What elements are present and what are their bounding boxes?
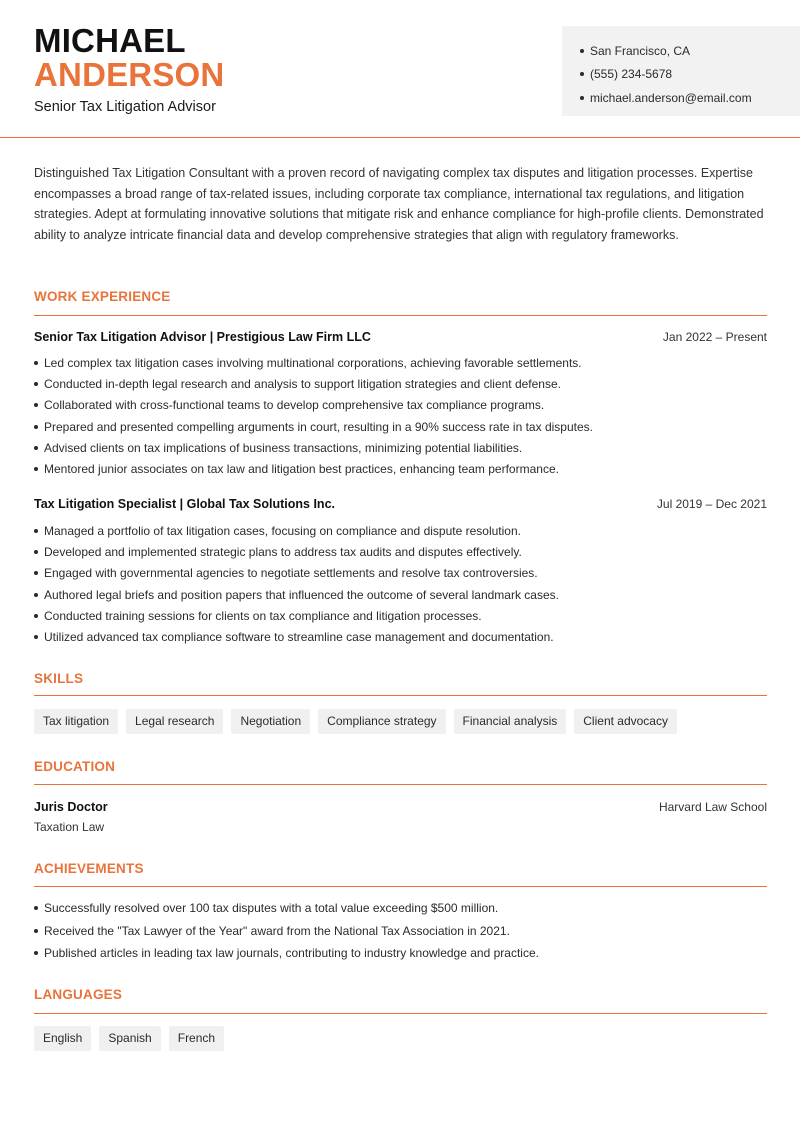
language-tag: English bbox=[34, 1026, 91, 1051]
list-item bbox=[34, 920, 767, 943]
bullet-icon bbox=[34, 571, 38, 575]
skill-tag: Negotiation bbox=[231, 709, 310, 734]
bullet-text: Engaged with governmental agencies to negotiate settlements and resolve tax controversies. bbox=[44, 566, 538, 581]
bullet-text: Conducted training sessions for clients on tax compliance and litigation processes. bbox=[44, 608, 482, 623]
job-dates: Jan 2022 – Present bbox=[662, 330, 767, 344]
bullet-icon bbox=[34, 467, 38, 471]
language-tag: French bbox=[169, 1026, 224, 1051]
job-bullet-list bbox=[34, 520, 767, 648]
first-name: MICHAEL bbox=[34, 22, 186, 59]
school: Harvard Law School bbox=[658, 800, 767, 814]
contact-location bbox=[580, 39, 752, 63]
education-entry bbox=[34, 800, 767, 814]
bullet-icon bbox=[34, 635, 38, 639]
skills-tags bbox=[34, 709, 677, 734]
section-divider bbox=[34, 695, 767, 696]
contact-phone bbox=[580, 63, 752, 87]
contact-text: (555) 234-5678 bbox=[590, 67, 673, 82]
degree: Juris Doctor bbox=[34, 800, 108, 814]
skill-tag: Client advocacy bbox=[574, 709, 677, 734]
job-header bbox=[34, 497, 767, 511]
bullet-text: Published articles in leading tax law journals, contributing to industry knowledge and practice. bbox=[44, 946, 539, 961]
list-item bbox=[34, 563, 767, 584]
job-role: Senior Tax Litigation Advisor | Prestigious Law Firm LLC bbox=[34, 330, 371, 344]
list-item bbox=[34, 605, 767, 626]
list-item bbox=[34, 626, 767, 647]
bullet-text: Authored legal briefs and position papers that influenced the outcome of several landmark cases. bbox=[44, 587, 559, 602]
bullet-text: Collaborated with cross-functional teams to develop comprehensive tax compliance programs. bbox=[44, 398, 545, 413]
list-item bbox=[34, 584, 767, 605]
contact-text[interactable]: michael.anderson@email.com bbox=[590, 90, 752, 105]
skill-tag: Legal research bbox=[126, 709, 223, 734]
bullet-text: Advised clients on tax implications of business transactions, minimizing potential liabilities. bbox=[44, 440, 523, 455]
resume-header bbox=[0, 0, 800, 138]
bullet-text: Successfully resolved over 100 tax disputes with a total value exceeding $500 million. bbox=[44, 901, 499, 916]
bullet-icon bbox=[34, 403, 38, 407]
skill-tag: Tax litigation bbox=[34, 709, 118, 734]
list-item bbox=[34, 541, 767, 562]
education-heading: EDUCATION bbox=[34, 759, 116, 774]
language-tags bbox=[34, 1026, 224, 1051]
bullet-text: Received the "Tax Lawyer of the Year" award from the National Tax Association in 2021. bbox=[44, 923, 510, 938]
section-divider bbox=[34, 886, 767, 887]
candidate-name bbox=[34, 24, 224, 92]
list-item bbox=[34, 520, 767, 541]
list-item bbox=[34, 437, 767, 458]
skill-tag: Financial analysis bbox=[454, 709, 567, 734]
bullet-icon bbox=[34, 361, 38, 365]
list-item bbox=[34, 458, 767, 479]
list-item bbox=[34, 395, 767, 416]
bullet-icon bbox=[34, 906, 38, 910]
language-tag: Spanish bbox=[99, 1026, 160, 1051]
job-dates: Jul 2019 – Dec 2021 bbox=[656, 497, 767, 511]
bullet-icon bbox=[580, 96, 584, 100]
list-item bbox=[34, 942, 767, 965]
bullet-icon bbox=[580, 72, 584, 76]
bullet-icon bbox=[580, 49, 584, 53]
job-title: Senior Tax Litigation Advisor bbox=[34, 99, 216, 115]
bullet-text: Conducted in-depth legal research and analysis to support litigation strategies and client defense. bbox=[44, 376, 561, 391]
list-item bbox=[34, 897, 767, 920]
section-divider bbox=[34, 1013, 767, 1014]
contact-box bbox=[562, 26, 800, 116]
field-of-study: Taxation Law bbox=[34, 820, 105, 834]
bullet-icon bbox=[34, 929, 38, 933]
bullet-icon bbox=[34, 382, 38, 386]
bullet-text: Mentored junior associates on tax law and litigation best practices, enhancing team performance. bbox=[44, 462, 559, 477]
bullet-text: Utilized advanced tax compliance software to streamline case management and documentation. bbox=[44, 630, 554, 645]
bullet-icon bbox=[34, 529, 38, 533]
achievements-list bbox=[34, 897, 767, 965]
bullet-icon bbox=[34, 425, 38, 429]
summary-paragraph: Distinguished Tax Litigation Consultant with a proven record of navigating complex tax disputes and litigation processes. Expertise encompasses a broad range of tax-related issues, including corporate tax compliance, international tax regulations, and litigation strategies. Adept at formulating innovative solutions that mitigate risk and enhance compliance for high-profile clients. Demonstrated ability to analyze intricate financial data and develop comprehensive strategies that align with regulatory frameworks. bbox=[34, 166, 764, 242]
skills-heading: SKILLS bbox=[34, 671, 84, 686]
bullet-text: Led complex tax litigation cases involving multinational corporations, achieving favorable settlements. bbox=[44, 355, 582, 370]
bullet-icon bbox=[34, 446, 38, 450]
job-role: Tax Litigation Specialist | Global Tax Solutions Inc. bbox=[34, 497, 335, 511]
bullet-text: Managed a portfolio of tax litigation cases, focusing on compliance and dispute resolution. bbox=[44, 523, 521, 538]
bullet-icon bbox=[34, 593, 38, 597]
contact-text: San Francisco, CA bbox=[590, 43, 691, 58]
list-item bbox=[34, 416, 767, 437]
last-name: ANDERSON bbox=[34, 56, 225, 93]
job-bullet-list bbox=[34, 352, 767, 480]
job-header bbox=[34, 330, 767, 344]
languages-heading: LANGUAGES bbox=[34, 987, 123, 1002]
work-experience-heading: WORK EXPERIENCE bbox=[34, 289, 171, 304]
bullet-icon bbox=[34, 550, 38, 554]
contact-email[interactable] bbox=[580, 86, 752, 110]
bullet-icon bbox=[34, 614, 38, 618]
contact-list bbox=[580, 39, 752, 110]
section-divider bbox=[34, 315, 767, 316]
list-item bbox=[34, 352, 767, 373]
bullet-text: Developed and implemented strategic plans to address tax audits and disputes effectively. bbox=[44, 544, 522, 559]
bullet-icon bbox=[34, 951, 38, 955]
achievements-heading: ACHIEVEMENTS bbox=[34, 861, 144, 876]
skill-tag: Compliance strategy bbox=[318, 709, 445, 734]
section-divider bbox=[34, 784, 767, 785]
bullet-text: Prepared and presented compelling arguments in court, resulting in a 90% success rate in tax disputes. bbox=[44, 419, 593, 434]
list-item bbox=[34, 373, 767, 394]
